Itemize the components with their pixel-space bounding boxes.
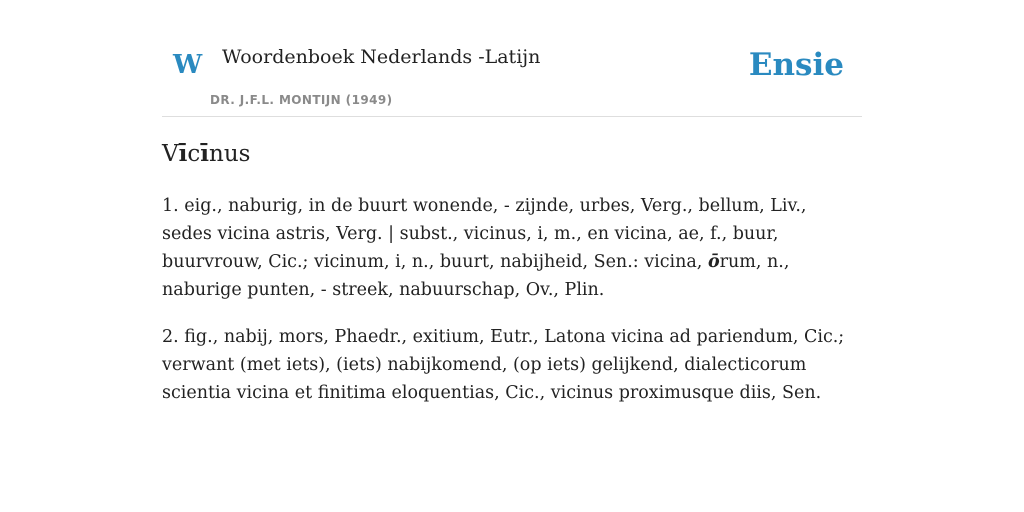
dictionary-author: DR. J.F.L. MONTIJN (1949) bbox=[210, 93, 393, 107]
definition-text: 1. eig., naburig, in de buurt wonende, - zijnde, urbes, Verg., bellum, Liv., sedes vicina astris, Verg. | subst., vicinus, i, m., en vicina, ae, f., buur, buurvrouw, Cic.; vicinum, i, n., buurt, nabijheid, Sen.: vicina, bbox=[162, 196, 807, 272]
definition-paragraph-2: 2. fig., nabij, mors, Phaedr., exitium, Eutr., Latona vicina ad pariendum, Cic.; verwant (met iets), (iets) nabijkomend, (op iets) gelijkend, dialecticorum scientia vicina et finitima eloquentias, Cic., vicinus proximusque diis, Sen. bbox=[162, 327, 845, 403]
definition-emphasis: ō bbox=[707, 252, 720, 272]
dictionary-header bbox=[162, 30, 862, 117]
dictionary-title[interactable]: Woordenboek Nederlands -Latijn bbox=[222, 46, 541, 68]
headword-part: nus bbox=[209, 141, 251, 167]
definition-paragraph-1 bbox=[162, 192, 852, 304]
headword-part: V bbox=[162, 141, 179, 167]
definition-text: rum, n., naburige punten, - streek, nabuurschap, Ov., Plin. bbox=[162, 252, 790, 300]
brand-logo[interactable]: Ensie bbox=[748, 47, 844, 83]
page-title bbox=[162, 140, 250, 169]
headword-part: c bbox=[187, 141, 201, 167]
dictionary-logo[interactable]: W bbox=[173, 50, 203, 80]
headword-long-vowel: ī bbox=[200, 140, 210, 167]
headword-long-vowel: ī bbox=[178, 140, 188, 167]
